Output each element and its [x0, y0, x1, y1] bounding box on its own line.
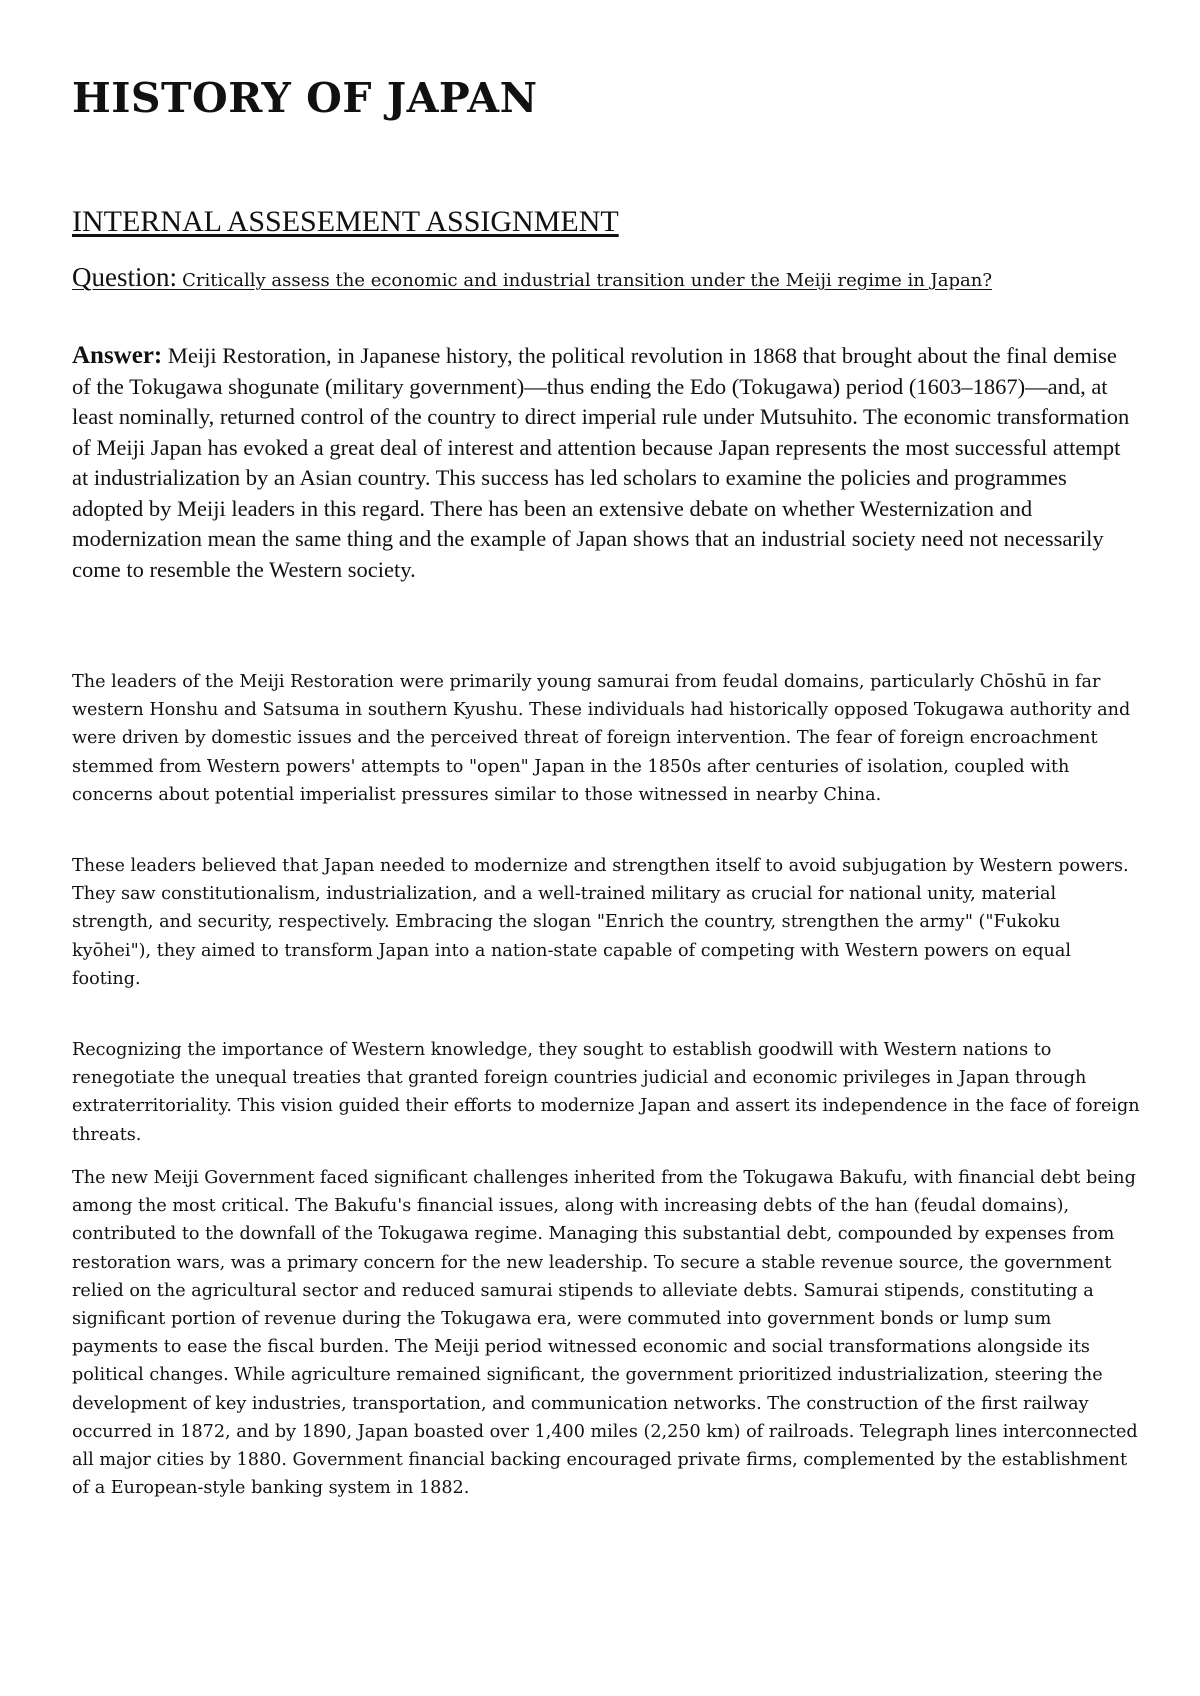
answer-label: Answer: — [72, 342, 163, 369]
question-text: Critically assess the economic and industrial transition under the Meiji regime in Japan? — [182, 270, 992, 291]
answer-block — [72, 341, 1132, 585]
body-paragraph: The new Meiji Government faced significant challenges inherited from the Tokugawa Bakufu, with financial debt being among the most critical. The Bakufu's financial issues, along with increasing debts of the han (feudal domains), contributed to the downfall of the Tokugawa regime. Managing this substantial debt, compounded by expenses from restoration wars, was a primary concern for the new leadership. To secure a stable revenue source, the government relied on the agricultural sector and reduced samurai stipends to alleviate debts. Samurai stipends, constituting a significant portion of revenue during the Tokugawa era, were commuted into government bonds or lump sum payments to ease the fiscal burden. The Meiji period witnessed economic and social transformations alongside its political changes. While agriculture remained significant, the government prioritized industrialization, steering the development of key industries, transportation, and communication networks. The construction of the first railway occurred in 1872, and by 1890, Japan boasted over 1,400 miles (2,250 km) of railroads. Telegraph lines interconnected all major cities by 1880. Government financial backing encouraged private firms, complemented by the establishment of a European-style banking system in 1882. — [72, 1168, 1138, 1499]
body-paragraph: Recognizing the importance of Western knowledge, they sought to establish goodwill with Western nations to renegotiate the unequal treaties that granted foreign countries judicial and economic privileges in Japan through extraterritoriality. This vision guided their efforts to modernize Japan and assert its independence in the face of foreign threats. — [72, 1040, 1140, 1145]
body-paragraph: The leaders of the Meiji Restoration were primarily young samurai from feudal domains, particularly Chōshū in far western Honshu and Satsuma in southern Kyushu. These individuals had historically opposed Tokugawa authority and were driven by domestic issues and the perceived threat of foreign intervention. The fear of foreign encroachment stemmed from Western powers' attempts to "open" Japan in the 1850s after centuries of isolation, coupled with concerns about potential imperialist pressures similar to those witnessed in nearby China. — [72, 672, 1131, 805]
document-title: HISTORY OF JAPAN — [72, 74, 538, 122]
body-paragraph: These leaders believed that Japan needed to modernize and strengthen itself to avoid subjugation by Western powers. They saw constitutionalism, industrialization, and a well-trained military as crucial for national unity, material strength, and security, respectively. Embracing the slogan "Enrich the country, strengthen the army" ("Fukoku kyōhei"), they aimed to transform Japan into a nation-state capable of competing with Western powers on equal footing. — [72, 856, 1129, 989]
question-block — [72, 262, 1122, 295]
question-label: Question: — [72, 262, 177, 292]
answer-text: Meiji Restoration, in Japanese history, the political revolution in 1868 that brought about the final demise of the Tokugawa shogunate (military government)—thus ending the Edo (Tokugawa) period (1603–1867)—and, at least nominally, returned control of the country to direct imperial rule under Mutsuhito. The economic transformation of Meiji Japan has evoked a great deal of interest and attention because Japan represents the most successful attempt at industrialization by an Asian country. This success has led scholars to examine the policies and programmes adopted by Meiji leaders in this regard. There has been an extensive debate on whether Westernization and modernization mean the same thing and the example of Japan shows that an industrial society need not necessarily come to resemble the Western society. — [72, 343, 1130, 582]
assignment-subtitle: INTERNAL ASSESEMENT ASSIGNMENT — [72, 205, 619, 238]
